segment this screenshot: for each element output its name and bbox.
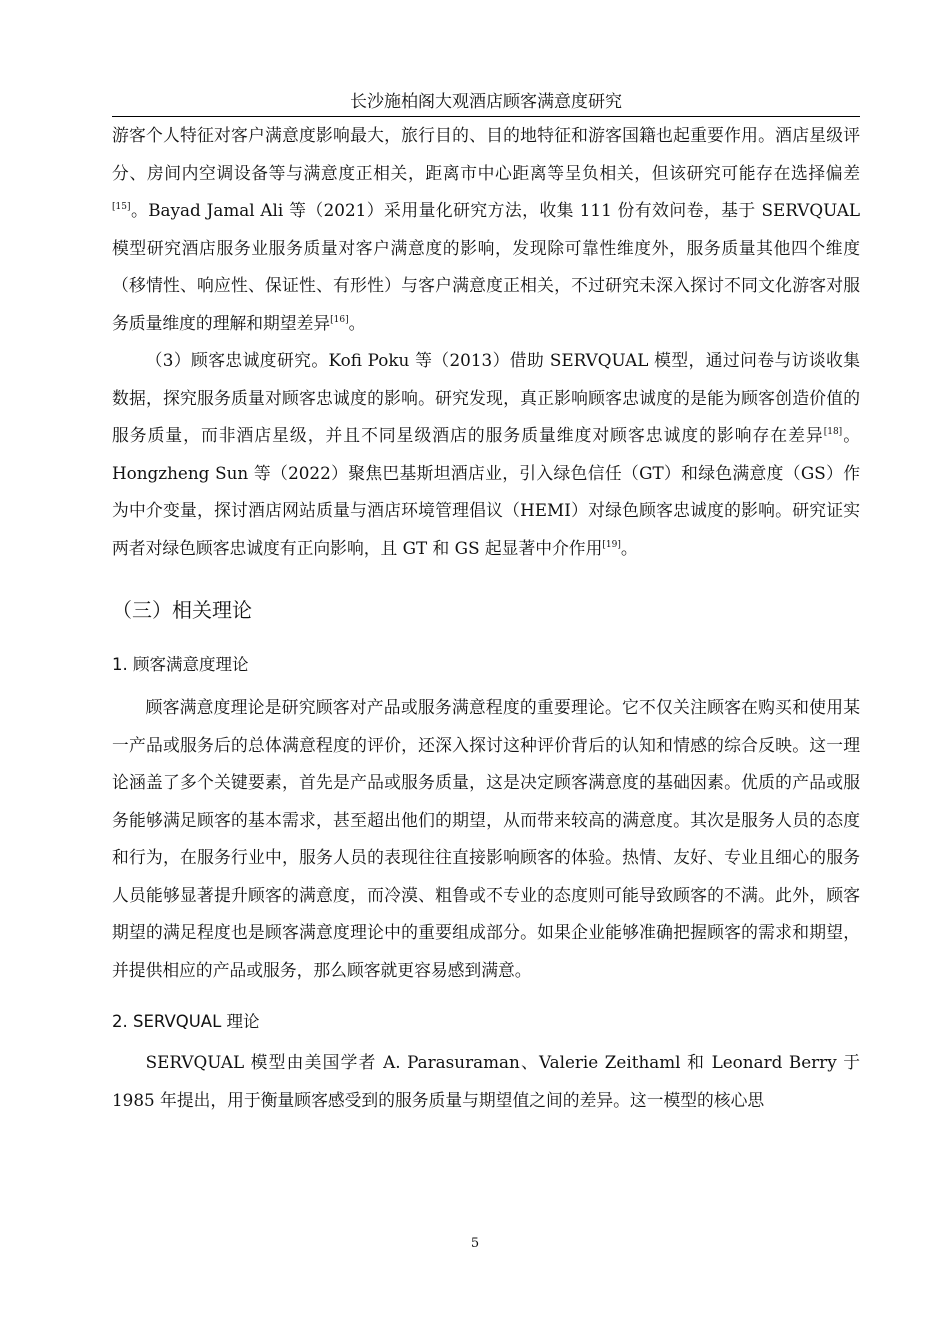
section-heading: （三）相关理论 <box>112 598 252 622</box>
citation-15: [15] <box>112 202 131 212</box>
page-number: 5 <box>470 1236 480 1251</box>
paragraph-text: 。 <box>348 312 366 333</box>
paragraph-satisfaction-studies <box>112 117 860 342</box>
paragraph-text: 。Hongzheng Sun 等（2022）聚焦巴基斯坦酒店业，引入绿色信任（GT）和绿色满意度（GS）作为中介变量，探讨酒店网站质量与酒店环境管理倡议（HEMI）对绿色顾客忠诚度的影响。研究证实两者对绿色顾客忠诚度有正向影响，且 GT 和 GS 起显著中介作用 <box>112 425 860 558</box>
subsection-heading-servqual: 2. SERVQUAL 理论 <box>112 1012 260 1031</box>
paragraph-satisfaction-theory: 顾客满意度理论是研究顾客对产品或服务满意程度的重要理论。它不仅关注顾客在购买和使用某一产品或服务后的总体满意程度的评价，还深入探讨这种评价背后的认知和情感的综合反映。这一理论涵盖了多个关键要素，首先是产品或服务质量，这是决定顾客满意度的基础因素。优质的产品或服务能够满足顾客的基本需求，甚至超出他们的期望，从而带来较高的满意度。其次是服务人员的态度和行为，在服务行业中，服务人员的表现往往直接影响顾客的体验。热情、友好、专业且细心的服务人员能够显著提升顾客的满意度，而冷漠、粗鲁或不专业的态度则可能导致顾客的不满。此外，顾客期望的满足程度也是顾客满意度理论中的重要组成部分。如果企业能够准确把握顾客的需求和期望，并提供相应的产品或服务，那么顾客就更容易感到满意。 <box>112 697 860 980</box>
running-header <box>112 90 860 117</box>
paragraph-loyalty-studies <box>112 342 860 567</box>
paragraph-text: 游客个人特征对客户满意度影响最大，旅行目的、目的地特征和游客国籍也起重要作用。酒店星级评分、房间内空调设备等与满意度正相关，距离市中心距离等呈负相关，但该研究可能存在选择偏差 <box>112 125 860 183</box>
paragraph-servqual: SERVQUAL 模型由美国学者 A. Parasuraman、Valerie Zeithaml 和 Leonard Berry 于 1985 年提出，用于衡量顾客感受到的服务质量与期望值之间的差异。这一模型的核心思 <box>112 1052 860 1110</box>
subsection-heading-satisfaction-theory: 1. 顾客满意度理论 <box>112 655 249 674</box>
page-body <box>112 117 860 1119</box>
paragraph-text: （3）顾客忠诚度研究。Kofi Poku 等（2013）借助 SERVQUAL 模型，通过问卷与访谈收集数据，探究服务质量对顾客忠诚度的影响。研究发现，真正影响顾客忠诚度的是能为顾客创造价值的服务质量，而非酒店星级，并且不同星级酒店的服务质量维度对顾客忠诚度的影响存在差异 <box>112 350 860 445</box>
paragraph-text: 。Bayad Jamal Ali 等（2021）采用量化研究方法，收集 111 份有效问卷，基于 SERVQUAL 模型研究酒店服务业服务质量对客户满意度的影响，发现除可靠性维度外，服务质量其他四个维度（移情性、响应性、保证性、有形性）与客户满意度正相关，不过研究未深入探讨不同文化游客对服务质量维度的理解和期望差异 <box>112 200 860 333</box>
citation-16: [16] <box>330 314 349 325</box>
running-header-title: 长沙施柏阁大观酒店顾客满意度研究 <box>350 92 622 112</box>
citation-19: [19] <box>602 539 621 550</box>
paragraph-text: 。 <box>620 537 638 558</box>
citation-18: [18] <box>823 427 843 437</box>
